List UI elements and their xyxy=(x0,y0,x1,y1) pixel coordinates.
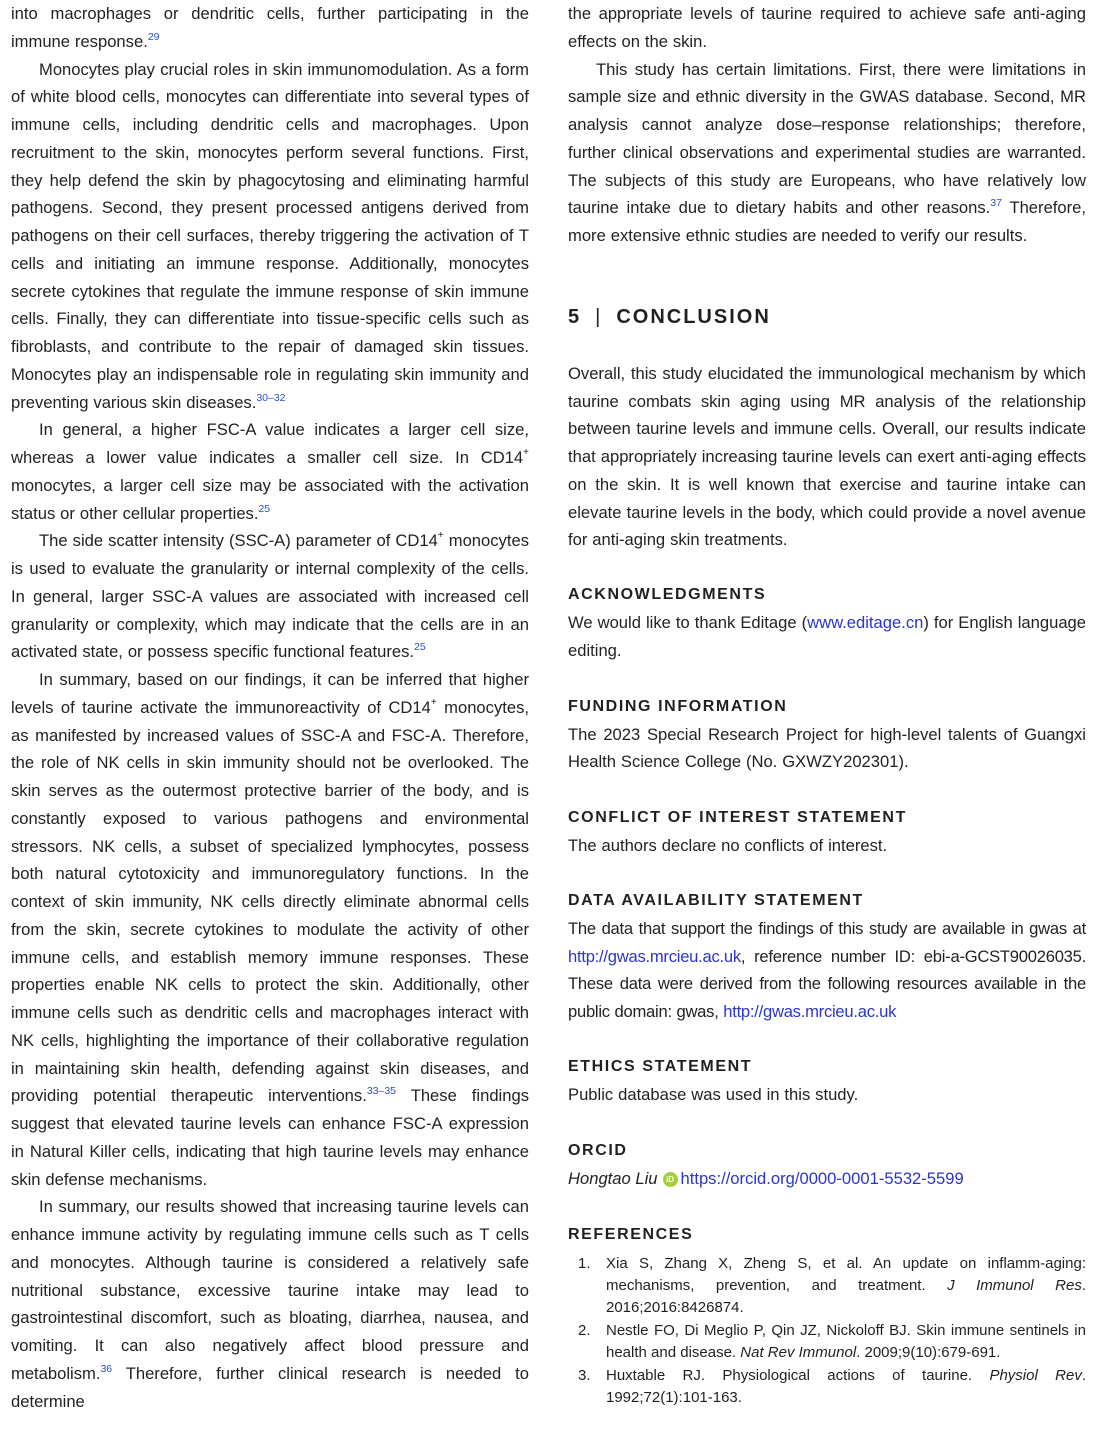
gwas-link[interactable]: http://gwas.mrcieu.ac.uk xyxy=(568,946,741,966)
paragraph: In summary, our results showed that increasing taurine levels can enhance immune activity by regulating immune cells such as T cells and monocytes. Although taurine is considered a relatively safe nutritional substance, excessive taurine intake may lead to gastrointestinal discomfort, such as bloating, diarrhea, nausea, and vomiting. It can also negatively affect blood pressure and metabolism.$^{36}$ Therefore, further clinical research is needed to determine xyxy=(11,1197,529,1411)
conflict-heading: CONFLICT OF INTEREST STATEMENT xyxy=(568,809,907,826)
citation-ref[interactable]: 30–32 xyxy=(256,391,286,404)
ethics-text: Public database was used in this study. xyxy=(568,1084,859,1104)
paragraph: This study has certain limitations. First, there were limitations in sample size and ethnic diversity in the GWAS database. Second, MR analysis cannot analyze dose–response relationships; therefore, further clinical observations and experimental studies are warranted. The subjects of this study are Europeans, who have relatively low taurine intake due to dietary habits and other reasons.$^{37}$ Therefore, more extensive ethnic studies are needed to verify our results. xyxy=(568,59,1086,245)
right-column xyxy=(568,0,1086,1410)
orcid-entry xyxy=(568,1165,1086,1193)
ethics-heading: ETHICS STATEMENT xyxy=(568,1057,753,1075)
citation-ref[interactable]: 29 xyxy=(147,30,160,43)
paragraph: the appropriate levels of taurine required to achieve safe anti-aging effects on the skin. xyxy=(568,4,1086,51)
funding-text: The 2023 Special Research Project for high-level talents of Guangxi Health Science College (No. GXWZY202301). xyxy=(568,724,1086,772)
citation-ref[interactable]: 25 xyxy=(258,502,271,515)
reference-item: 1. Xia S, Zhang X, Zheng S, et al. An update on inflamm-aging: mechanisms, prevention, and treatment. J Immunol Res. 2016;2016:8426874. xyxy=(578,1254,1086,1316)
citation-ref[interactable]: 33–35 xyxy=(366,1085,397,1098)
acknowledgments-text: We would like to thank Editage (www.editage.cn) for English language editing. xyxy=(568,613,1086,660)
author-name: Hongtao Liu xyxy=(568,1168,658,1188)
data-availability-text: The data that support the findings of this study are available in gwas at http://gwas.mrcieu.ac.uk, reference number ID: ebi-a-GCST90026035. These data were derived from the following resources available in the public domain: gwas, http://gwas.mrcieu.ac.uk xyxy=(568,918,1086,1021)
citation-ref[interactable]: 37 xyxy=(990,197,1002,210)
data-availability-heading: DATA AVAILABILITY STATEMENT xyxy=(568,891,864,909)
reference-item: 2. Nestle FO, Di Meglio P, Qin JZ, Nickoloff BJ. Skin immune sentinels in health and disease. Nat Rev Immunol. 2009;9(10):679-691. xyxy=(578,1321,1086,1361)
conclusion-text: Overall, this study elucidated the immunological mechanism by which taurine combats skin aging using MR analysis of the relationship between taurine levels and immune cells. Overall, our results indicate that appropriately increasing taurine levels can exert anti-aging effects on the skin. It is well known that exercise and taurine intake can elevate taurine levels in the body, which could provide a novel avenue for anti-aging skin treatments. xyxy=(568,363,1086,550)
paragraph: Monocytes play crucial roles in skin immunomodulation. As a form of white blood cells, monocytes can differentiate into several types of immune cells, including dendritic cells and macrophages. Upon recruitment to the skin, monocytes perform several functions. First, they help defend the skin by phagocytosing and eliminating harmful pathogens. Second, they present processed antigens derived from pathogens on their cell surfaces, thereby triggering the activation of T cells and initiating an immune response. Additionally, monocytes secrete cytokines that regulate the immune response of skin immune cells. Finally, they can differentiate into tissue-specific cells such as fibroblasts, and contribute to the repair of damaged skin tissues. Monocytes play an indispensable role in regulating skin immunity and preventing various skin diseases.$^{30-32}$ xyxy=(11,59,529,412)
gwas-link[interactable]: http://gwas.mrcieu.ac.uk xyxy=(723,1002,897,1021)
paragraph: In general, a higher FSC-A value indicates a larger cell size, whereas a lower value indicates a smaller cell size. In CD14+ monocytes, a larger cell size may be associated with the activation status or other cellular properties.$^{25}$ xyxy=(11,420,529,523)
superscript-plus: + xyxy=(430,696,437,708)
citation-ref[interactable]: 36 xyxy=(100,1362,113,1375)
orcid-icon: iD xyxy=(663,1172,678,1187)
references-heading: REFERENCES xyxy=(568,1225,694,1243)
paragraph: The side scatter intensity (SSC-A) parameter of CD14+ monocytes is used to evaluate the granularity or internal complexity of the cells. In general, larger SSC-A values are associated with increased cell granularity or complexity, which may indicate that the cells are in an activated state, or possess specific functional features.$^{25}$ xyxy=(11,530,529,662)
reference-list xyxy=(568,1253,1086,1409)
conflict-text: The authors declare no conflicts of interest. xyxy=(568,836,888,855)
orcid-heading: ORCID xyxy=(568,1141,628,1159)
funding-heading: FUNDING INFORMATION xyxy=(568,697,788,715)
superscript-plus: + xyxy=(523,447,529,458)
superscript-plus: + xyxy=(437,530,444,542)
editage-link[interactable]: www.editage.cn xyxy=(807,613,924,632)
section-heading: 5 | CONCLUSION xyxy=(568,305,771,328)
reference-item: 3. Huxtable RJ. Physiological actions of taurine. Physiol Rev. 1992;72(1):101-163. xyxy=(578,1366,1086,1406)
paragraph: In summary, based on our findings, it can be inferred that higher levels of taurine activate the immunoreactivity of CD14+ monocytes, as manifested by increased values of SSC-A and FSC-A. Therefore, the role of NK cells in skin immunity should not be overlooked. The skin serves as the outermost protective barrier of the body, and is constantly exposed to various pathogens and environmental stressors. NK cells, a subset of specialized lymphocytes, possess both natural cytotoxicity and immunoregulatory functions. In the context of skin immunity, NK cells directly eliminate abnormal cells from the skin, secrete cytokines to modulate the activity of other immune cells, and establish memory immune responses. These properties enable NK cells to protect the skin. Additionally, other immune cells such as dendritic cells and macrophages interact with NK cells, highlighting the importance of their collaborative regulation in maintaining skin health, defending against skin diseases, and providing potential therapeutic interventions.$^{33-35}$ These findings suggest that elevated taurine levels can enhance FSC-A expression in Natural Killer cells, indicating that high taurine levels may enhance skin defense mechanisms. xyxy=(11,670,529,1189)
citation-ref[interactable]: 25 xyxy=(414,641,426,654)
paragraph: into macrophages or dendritic cells, further participating in the immune response.$^{29}$ xyxy=(11,4,529,51)
acknowledgments-heading: ACKNOWLEDGMENTS xyxy=(568,586,767,603)
left-column xyxy=(11,0,529,1415)
orcid-link[interactable]: https://orcid.org/0000-0001-5532-5599 xyxy=(680,1168,964,1188)
